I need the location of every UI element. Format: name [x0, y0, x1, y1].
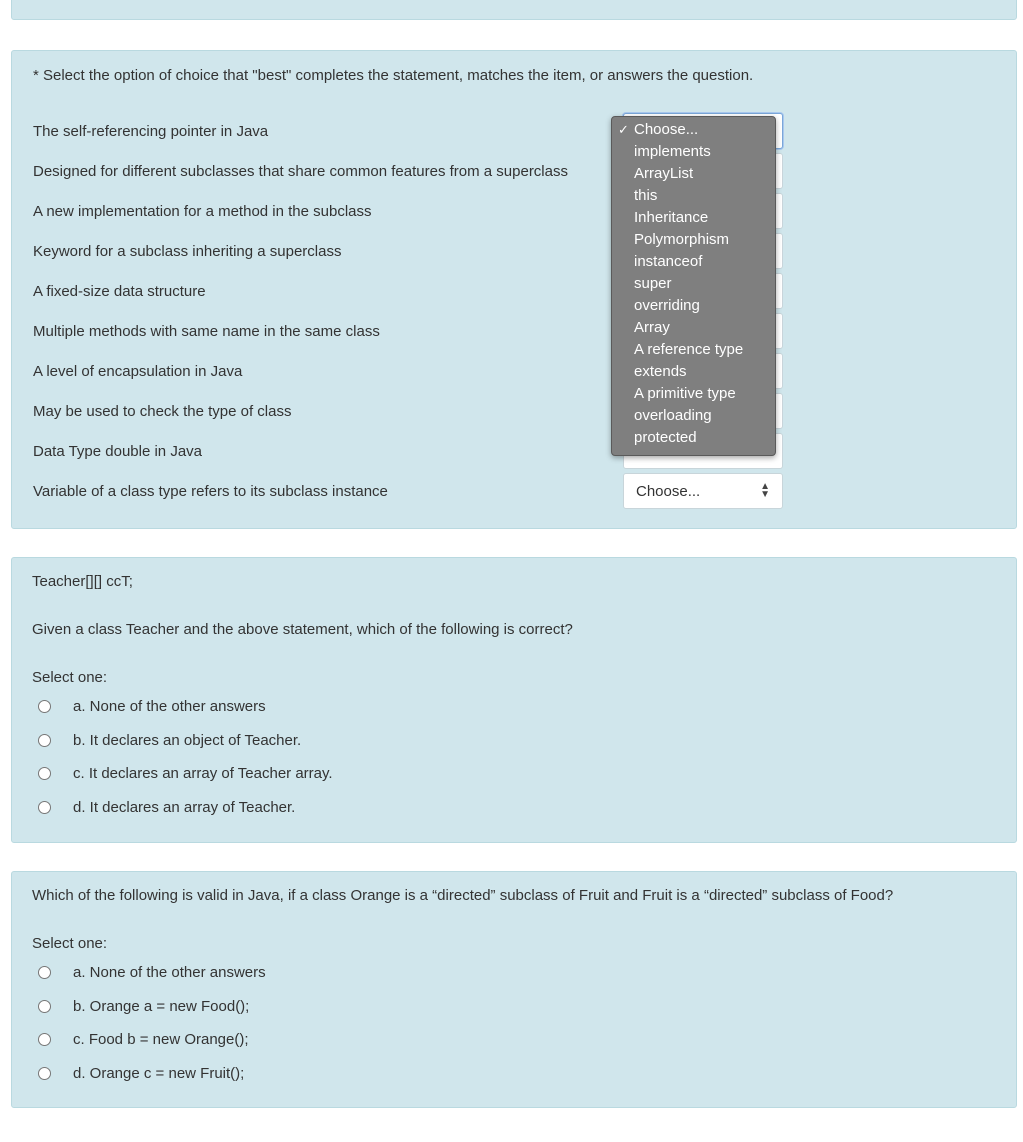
- answer-radio-b[interactable]: [38, 734, 51, 747]
- matching-question-card: [11, 50, 1017, 529]
- dropdown-option[interactable]: Polymorphism: [634, 231, 730, 248]
- answer-option-c[interactable]: c. Food b = new Orange();: [73, 1031, 249, 1048]
- match-item-label: Designed for different subclasses that share common features from a superclass: [33, 163, 568, 180]
- match-item-label: A fixed-size data structure: [33, 283, 206, 300]
- array-question-card: [11, 557, 1017, 843]
- match-item-label: Multiple methods with same name in the same class: [33, 323, 380, 340]
- answer-radio-d[interactable]: [38, 801, 51, 814]
- answer-select-10[interactable]: [623, 473, 783, 509]
- answer-option-b[interactable]: b. Orange a = new Food();: [73, 998, 250, 1015]
- dropdown-option[interactable]: overriding: [634, 297, 700, 314]
- dropdown-option[interactable]: instanceof: [634, 253, 703, 270]
- answer-radio-c[interactable]: [38, 767, 51, 780]
- match-item-label: May be used to check the type of class: [33, 403, 292, 420]
- dropdown-option[interactable]: this: [634, 187, 658, 204]
- select-value: Choose...: [636, 483, 701, 500]
- dropdown-option[interactable]: protected: [634, 429, 697, 446]
- dropdown-option[interactable]: ArrayList: [634, 165, 694, 182]
- dropdown-option[interactable]: extends: [634, 363, 687, 380]
- answer-radio-d[interactable]: [38, 1067, 51, 1080]
- answer-option-d[interactable]: d. Orange c = new Fruit();: [73, 1065, 245, 1082]
- answer-option-d[interactable]: d. It declares an array of Teacher.: [73, 799, 296, 816]
- select-one-label: Select one:: [32, 669, 108, 686]
- match-item-label: A new implementation for a method in the subclass: [33, 203, 372, 220]
- dropdown-option[interactable]: A primitive type: [634, 385, 736, 402]
- question-text: Given a class Teacher and the above statement, which of the following is correct?: [32, 621, 573, 638]
- select-dropdown-list[interactable]: [611, 116, 776, 456]
- answer-option-a[interactable]: a. None of the other answers: [73, 964, 266, 981]
- previous-question-card: [11, 0, 1017, 20]
- code-statement: Teacher[][] ccT;: [32, 573, 133, 590]
- match-item-label: Data Type double in Java: [33, 443, 203, 460]
- checkmark-icon: ✓: [618, 122, 629, 137]
- match-item-label: A level of encapsulation in Java: [33, 363, 243, 380]
- dropdown-option[interactable]: Array: [634, 319, 670, 336]
- answer-option-c[interactable]: c. It declares an array of Teacher array.: [73, 765, 333, 782]
- answer-radio-c[interactable]: [38, 1033, 51, 1046]
- updown-arrow-icon: ▲ ▼: [760, 481, 770, 500]
- answer-radio-b[interactable]: [38, 1000, 51, 1013]
- match-item-label: The self-referencing pointer in Java: [33, 123, 269, 140]
- question-text: Which of the following is valid in Java, if a class Orange is a “directed” subclass of Fruit and Fruit is a “directed” subclass of Food?: [32, 887, 894, 904]
- answer-radio-a[interactable]: [38, 966, 51, 979]
- dropdown-option[interactable]: Inheritance: [634, 209, 709, 226]
- dropdown-option[interactable]: Choose...: [634, 121, 699, 138]
- dropdown-option[interactable]: A reference type: [634, 341, 744, 358]
- dropdown-option[interactable]: implements: [634, 143, 711, 160]
- match-item-label: Variable of a class type refers to its subclass instance: [33, 483, 388, 500]
- dropdown-option[interactable]: super: [634, 275, 672, 292]
- dropdown-option[interactable]: overloading: [634, 407, 712, 424]
- match-item-label: Keyword for a subclass inheriting a superclass: [33, 243, 342, 260]
- answer-radio-a[interactable]: [38, 700, 51, 713]
- question-instruction: * Select the option of choice that "best" completes the statement, matches the item, or answers the question.: [33, 67, 754, 84]
- subclass-question-card: [11, 871, 1017, 1108]
- answer-option-b[interactable]: b. It declares an object of Teacher.: [73, 732, 302, 749]
- answer-option-a[interactable]: a. None of the other answers: [73, 698, 266, 715]
- select-one-label: Select one:: [32, 935, 108, 952]
